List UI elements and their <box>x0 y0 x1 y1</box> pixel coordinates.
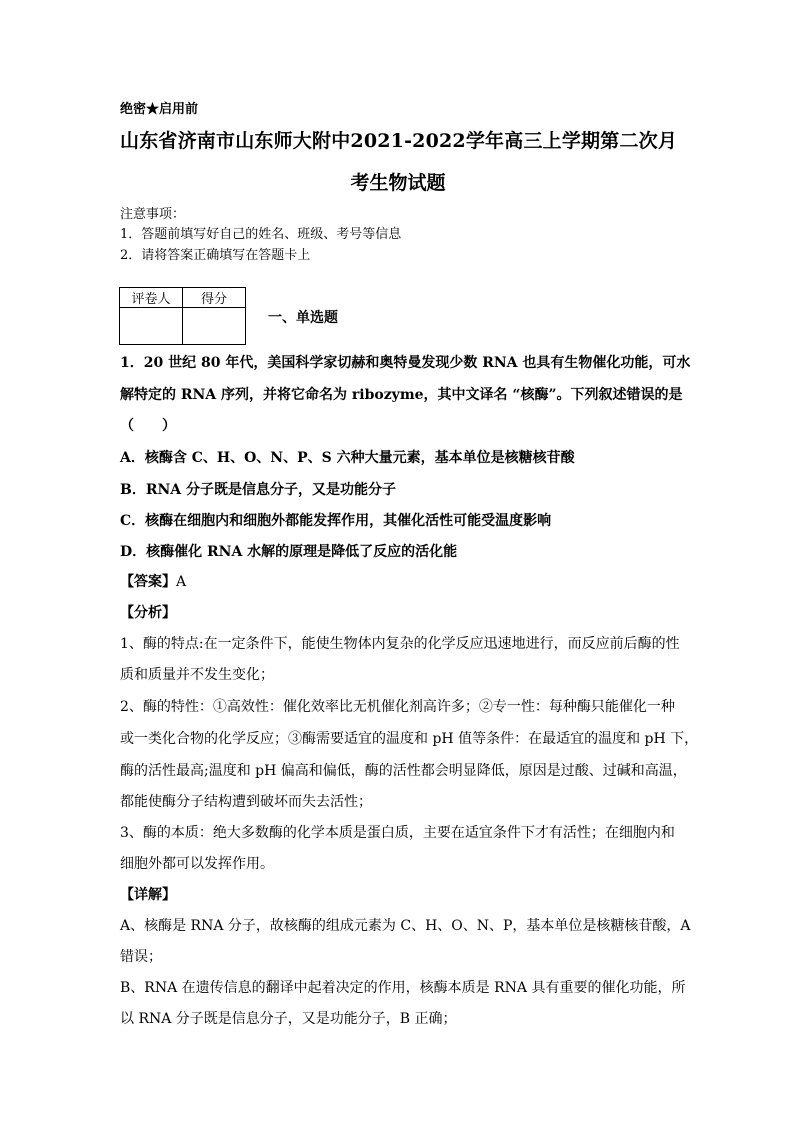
score-header: 得分 <box>183 288 246 308</box>
grader-header: 评卷人 <box>120 288 183 308</box>
grader-cell <box>120 308 183 345</box>
score-table <box>119 287 246 345</box>
option-b: B．RNA 分子既是信息分子，又是功能分子 <box>120 482 396 498</box>
secret-label: 绝密★启用前 <box>120 102 199 117</box>
question-stem-line3: （ ） <box>120 418 176 434</box>
option-d: D．核酶催化 RNA 水解的原理是降低了反应的活化能 <box>120 544 458 560</box>
detail-line: 以 RNA 分子既是信息分子，又是功能分子，B 正确； <box>120 1011 457 1027</box>
analysis-line: 质和质量并不发生变化； <box>120 667 274 683</box>
score-cell <box>183 308 246 345</box>
analysis-line: 3、酶的本质：绝大多数酶的化学本质是蛋白质，主要在适宜条件下才有活性；在细胞内和 <box>120 825 675 841</box>
analysis-label: 【分析】 <box>120 605 176 621</box>
notice-heading: 注意事项： <box>120 207 186 222</box>
analysis-line: 都能使酶分子结构遭到破坏而失去活性； <box>120 794 372 810</box>
answer-value: A <box>176 574 187 590</box>
analysis-line: 或一类化合物的化学反应；③酶需要适宜的温度和 pH 值等条件：在最适宜的温度和 pH 下， <box>120 731 699 747</box>
detail-line: A、核酶是 RNA 分子，故核酶的组成元素为 C、H、O、N、P，基本单位是核糖核苷酸，A <box>120 918 691 934</box>
analysis-line: 细胞外都可以发挥作用。 <box>120 856 274 872</box>
section-title: 一、单选题 <box>268 310 338 326</box>
question-stem-line2: 解特定的 RNA 序列，并将它命名为 ribozyme，其中文译名 “核酶”。下列叙述错误的是 <box>120 387 683 403</box>
analysis-line: 1、酶的特点:在一定条件下，能使生物体内复杂的化学反应迅速地进行，而反应前后酶的性 <box>120 636 680 652</box>
detail-line: B、RNA 在遗传信息的翻译中起着决定的作用，核酶本质是 RNA 具有重要的催化功能，所 <box>120 980 686 996</box>
analysis-line: 酶的活性最高;温度和 pH 偏高和偏低，酶的活性都会明显降低，原因是过酸、过碱和高温， <box>120 763 687 779</box>
option-c: C．核酶在细胞内和细胞外都能发挥作用，其催化活性可能受温度影响 <box>120 513 552 529</box>
exam-title-line1: 山东省济南市山东师大附中2021-2022学年高三上学期第二次月 <box>120 130 678 152</box>
notice-item-1: 1．答题前填写好自己的姓名、班级、考号等信息 <box>120 227 402 242</box>
analysis-line: 2、酶的特性：①高效性：催化效率比无机催化剂高许多；②专一性：每种酶只能催化一种 <box>120 699 675 715</box>
option-a: A．核酶含 C、H、O、N、P、S 六种大量元素，基本单位是核糖核苷酸 <box>120 450 575 466</box>
question-stem-line1: 1．20 世纪 80 年代，美国科学家切赫和奥特曼发现少数 RNA 也具有生物催化功能，可水 <box>120 355 691 371</box>
exam-title-line2: 考生物试题 <box>350 172 446 194</box>
answer-row <box>120 571 186 591</box>
detail-label: 【详解】 <box>120 887 176 903</box>
answer-label: 【答案】 <box>120 574 176 590</box>
notice-item-2: 2．请将答案正确填写在答题卡上 <box>120 248 311 263</box>
detail-line: 错误； <box>120 949 162 965</box>
